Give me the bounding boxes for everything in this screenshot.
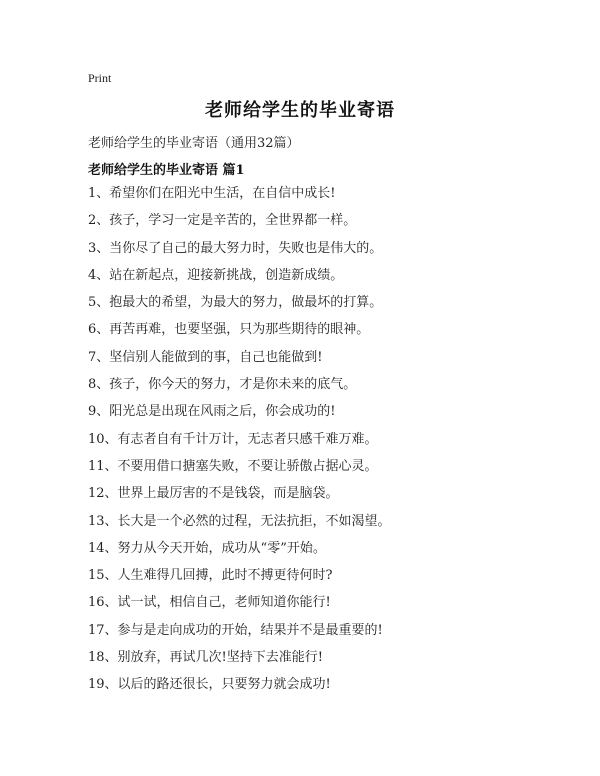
list-item: 15、人生难得几回搏，此时不搏更待何时? [88,568,333,584]
list-item: 5、抱最大的希望，为最大的努力，做最坏的打算。 [88,295,383,311]
list-item: 6、再苦再难，也要坚强，只为那些期待的眼神。 [88,322,370,338]
list-item: 11、不要用借口搪塞失败，不要让骄傲占据心灵。 [88,458,378,474]
list-item: 3、当你尽了自己的最大努力时，失败也是伟大的。 [88,240,383,256]
list-item: 2、孩子，学习一定是辛苦的，全世界都一样。 [88,213,357,229]
list-item: 16、试一试，相信自己，老师知道你能行! [88,595,331,611]
list-item: 13、长大是一个必然的过程，无法抗拒，不如渴望。 [88,513,391,529]
list-item: 1、希望你们在阳光中生活，在自信中成长! [88,186,336,201]
list-item: 12、世界上最厉害的不是钱袋，而是脑袋。 [88,486,339,502]
message-list [88,186,391,705]
print-label: Print [88,71,112,85]
section-heading: 老师给学生的毕业寄语 篇1 [88,163,245,178]
list-item: 4、站在新起点，迎接新挑战，创造新成绩。 [88,267,344,283]
list-item: 7、坚信别人能做到的事，自己也能做到! [88,349,323,365]
list-item: 10、有志者自有千计万计，无志者只感千难万难。 [88,431,378,447]
document-subtitle: 老师给学生的毕业寄语（通用32篇） [88,136,300,151]
list-item: 17、参与是走向成功的开始，结果并不是最重要的! [88,622,383,638]
list-item: 18、别放弃，再试几次!坚持下去准能行! [88,650,323,666]
list-item: 9、阳光总是出现在风雨之后，你会成功的! [88,404,336,420]
page-title: 老师给学生的毕业寄语 [205,100,395,121]
list-item: 19、以后的路还很长，只要努力就会成功! [88,677,331,693]
list-item: 14、努力从今天开始，成功从“零”开始。 [88,540,326,556]
list-item: 8、孩子，你今天的努力，才是你未来的底气。 [88,377,357,393]
